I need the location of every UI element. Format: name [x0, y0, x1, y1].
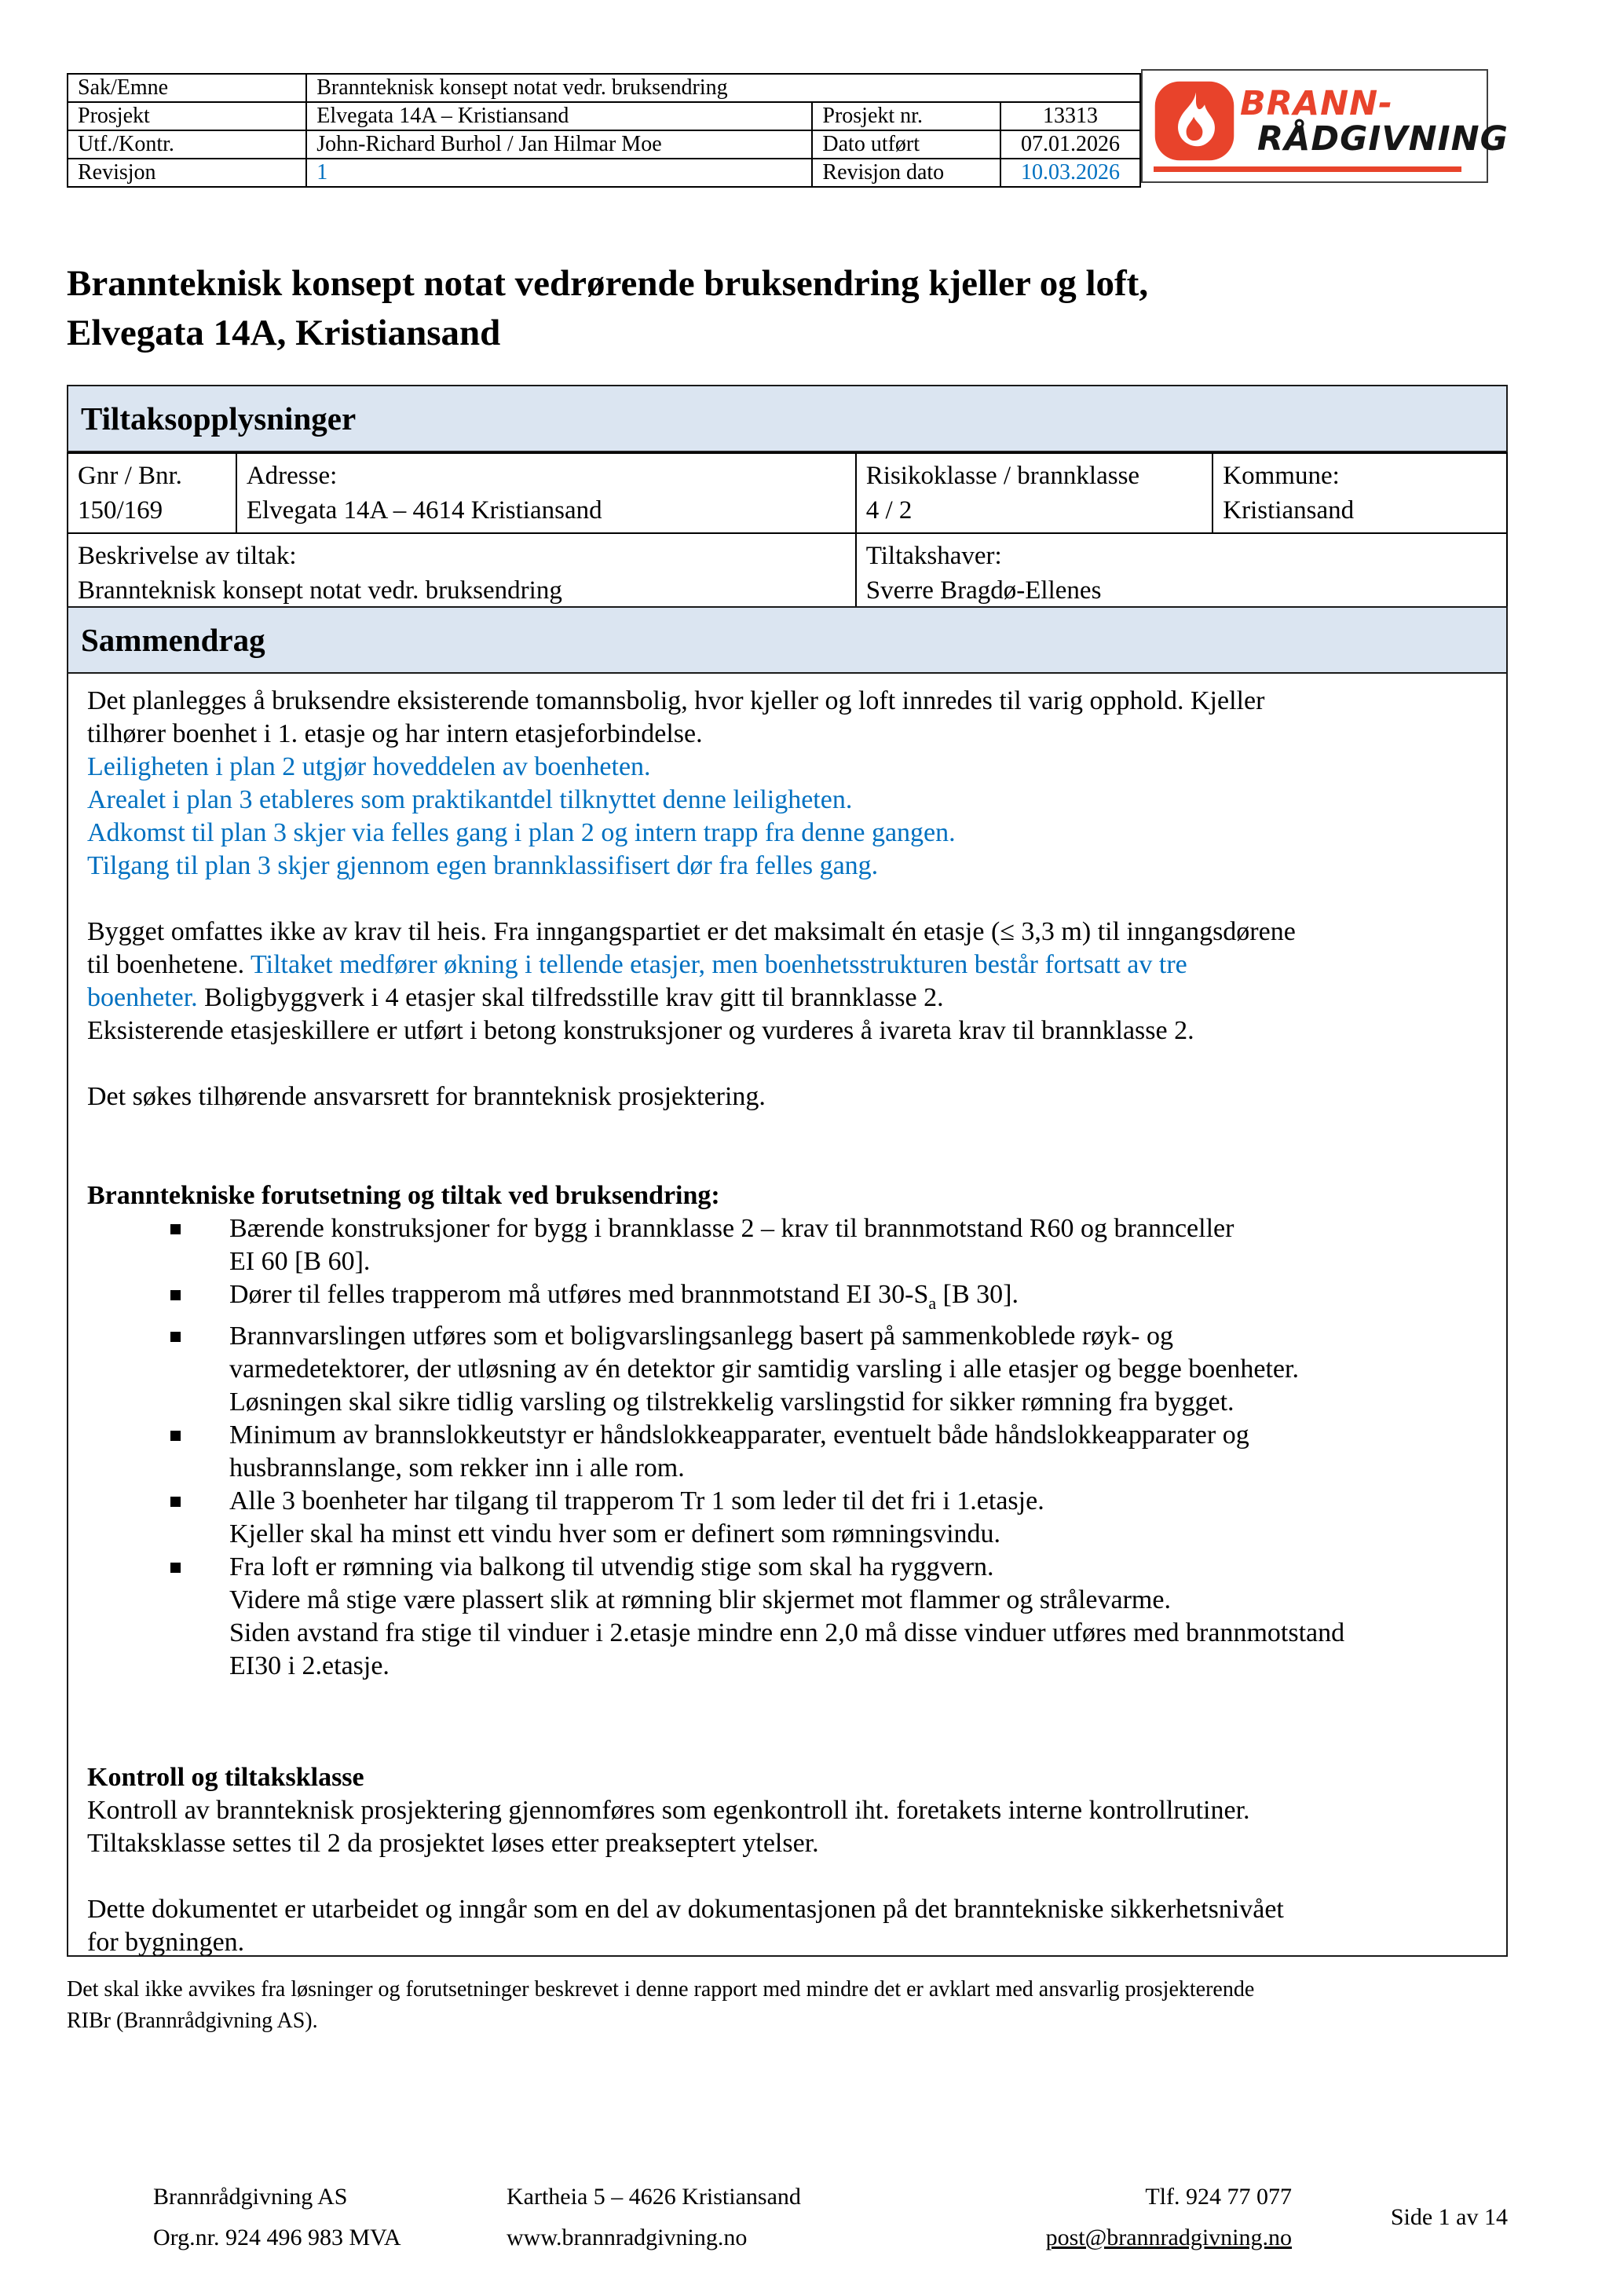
adresse-value: Elvegata 14A – 4614 Kristiansand: [246, 496, 602, 525]
logo-brand-line2: RÅDGIVNING: [1257, 119, 1509, 159]
paragraph-gap: [87, 1683, 1487, 1761]
paragraph-gap: [87, 1860, 1487, 1893]
flame-icon: [1154, 80, 1235, 162]
list-item: [87, 1320, 1487, 1419]
footer-orgnr: Org.nr. 924 496 983 MVA: [153, 2225, 401, 2250]
meta-label-dato: Dato utført: [812, 130, 1000, 159]
bullet-segment: [B 30].: [936, 1280, 1019, 1309]
meta-label-revisjondato: Revisjon dato: [812, 159, 1000, 187]
logo-brand-line1: BRANN-: [1240, 84, 1393, 123]
cell-risikoklasse: [856, 453, 1213, 533]
cell-gnr: [68, 453, 236, 533]
bullet-line: Brannvarslingen utføres som et boligvarslingsanlegg basert på sammenkoblede røyk- og: [229, 1321, 1173, 1351]
table-row: [68, 74, 1140, 102]
bullet-text: [229, 1320, 1487, 1419]
summary-blue-line: Arealet i plan 3 etableres som praktikantdel tilknyttet denne leiligheten.: [87, 785, 853, 814]
page-title-line2: Elvegata 14A, Kristiansand: [67, 313, 501, 353]
paragraph-gap: [87, 1113, 1487, 1179]
bullet-square-icon: [170, 1332, 181, 1342]
cell-tiltakshaver: [856, 533, 1507, 613]
table-row: [68, 533, 1507, 613]
company-logo: [1141, 69, 1509, 183]
paragraph-gap: [87, 1047, 1487, 1080]
table-row: [68, 159, 1140, 187]
beskrivelse-label: Beskrivelse av tiltak:: [78, 542, 297, 570]
summary-content: [67, 674, 1508, 1957]
summary-paragraph-line: [87, 982, 1487, 1015]
text-segment-blue: boenheter.: [87, 983, 198, 1012]
cell-adresse: [236, 453, 856, 533]
page-footer: [67, 2177, 1508, 2258]
list-item: [87, 1419, 1487, 1485]
bullet-square-icon: [170, 1224, 181, 1234]
summary-blue-line: Leiligheten i plan 2 utgjør hoveddelen av boenheten.: [87, 752, 651, 781]
closing-line: Dette dokumentet er utarbeidet og inngår som en del av dokumentasjonen på det branntekniske sikkerhetsnivået: [87, 1894, 1284, 1924]
meta-value-prosjekt: Elvegata 14A – Kristiansand: [306, 102, 812, 130]
meta-value-revisjon: 1: [306, 159, 812, 187]
text-segment: til boenhetene.: [87, 950, 251, 979]
bullet-square-icon: [170, 1290, 181, 1300]
summary-paragraph-line: Det planlegges å bruksendre eksisterende tomannsbolig, hvor kjeller og loft innredes til varig opphold. Kjeller: [87, 686, 1265, 715]
logo-inner: [1154, 80, 1509, 162]
bullet-line: Videre må stige være plassert slik at rømning blir skjermet mot flammer og strålevarme.: [229, 1585, 1171, 1614]
bullet-line: Siden avstand fra stige til vinduer i 2.etasje mindre enn 2,0 må disse vinduer utføres med brannmotstand: [229, 1618, 1345, 1647]
disclaimer: [67, 1974, 1508, 2037]
text-segment: Boligbyggverk i 4 etasjer skal tilfredsstille krav gitt til brannklasse 2.: [197, 983, 944, 1012]
footer-company: Brannrådgivning AS: [153, 2184, 348, 2210]
footer-company-block: [67, 2177, 507, 2258]
bullet-line: Alle 3 boenheter har tilgang til trapperom Tr 1 som leder til det fri i 1.etasje.: [229, 1486, 1044, 1515]
summary-paragraph-line: tilhører boenhet i 1. etasje og har intern etasjeforbindelse.: [87, 719, 703, 748]
gnr-value: 150/169: [78, 496, 163, 525]
bullet-square-icon: [170, 1563, 181, 1573]
kommune-label: Kommune:: [1223, 462, 1340, 490]
logo-underline-bar: [1154, 166, 1461, 172]
bullet-line: EI 60 [B 60].: [229, 1247, 371, 1276]
bullet-line: Løsningen skal sikre tidlig varsling og tilstrekkelig varslingstid for sikker rømning fra bygget.: [229, 1387, 1234, 1417]
footer-phone: Tlf. 924 77 077: [1145, 2184, 1292, 2210]
section-sammendrag: [67, 606, 1508, 1957]
logo-wordmark: [1240, 86, 1509, 157]
meta-value-utf: John-Richard Burhol / Jan Hilmar Moe: [306, 130, 812, 159]
table-row: [68, 130, 1140, 159]
paragraph-gap: [87, 883, 1487, 916]
meta-value-revisjondato: 10.03.2026: [1000, 159, 1140, 187]
gnr-label: Gnr / Bnr.: [78, 462, 182, 490]
bullet-text: [229, 1551, 1487, 1683]
page-title-line1: Brannteknisk konsept notat vedrørende bruksendring kjeller og loft,: [67, 263, 1149, 304]
risiko-value: 4 / 2: [865, 496, 913, 525]
list-item: [87, 1485, 1487, 1551]
tiltakshaver-value: Sverre Bragdø-Ellenes: [865, 576, 1102, 605]
page-number: Side 1 av 14: [1390, 2204, 1508, 2230]
bullet-subscript: a: [928, 1292, 937, 1313]
footer-website: www.brannradgivning.no: [507, 2225, 748, 2250]
section-header-tiltak: Tiltaksopplysninger: [67, 385, 1508, 452]
footer-contact-block: [962, 2177, 1292, 2258]
summary-paragraph-line: [87, 949, 1487, 982]
summary-paragraph-line: Bygget omfattes ikke av krav til heis. Fra inngangspartiet er det maksimalt én etasje (≤ 3,3 m) til inngangsdørene: [87, 917, 1296, 946]
list-item: [87, 1212, 1487, 1278]
section-tiltaksopplysninger: [67, 385, 1508, 614]
meta-label-revisjon: Revisjon: [68, 159, 306, 187]
text-segment-blue: Tiltaket medfører økning i tellende etasjer, men boenhetsstrukturen består fortsatt av tre: [251, 950, 1187, 979]
list-item: [87, 1278, 1487, 1320]
bullet-line: husbrannslange, som rekker inn i alle rom.: [229, 1453, 685, 1483]
bullet-line: EI30 i 2.etasje.: [229, 1651, 390, 1680]
bullet-line: Fra loft er rømning via balkong til utvendig stige som skal ha ryggvern.: [229, 1552, 994, 1581]
cell-beskrivelse: [68, 533, 856, 613]
meta-label-prosjekt: Prosjekt: [68, 102, 306, 130]
kontroll-heading: Kontroll og tiltaksklasse: [87, 1762, 364, 1792]
closing-line: for bygningen.: [87, 1927, 245, 1957]
meta-label-utf: Utf./Kontr.: [68, 130, 306, 159]
disclaimer-line: RIBr (Brannrådgivning AS).: [67, 2009, 318, 2033]
cell-kommune: [1213, 453, 1507, 533]
meta-value-prosjektnr: 13313: [1000, 102, 1140, 130]
bullet-line: varmedetektorer, der utløsning av én detektor gir samtidig varsling i alle etasjer og begge boenheter.: [229, 1354, 1299, 1384]
tiltak-table: [67, 452, 1508, 614]
footer-address-block: [507, 2177, 962, 2258]
bullet-line: Bærende konstruksjoner for bygg i brannklasse 2 – krav til brannmotstand R60 og brannceller: [229, 1214, 1234, 1243]
bullet-segment: Dører til felles trapperom må utføres med brannmotstand EI 30-S: [229, 1280, 929, 1309]
table-row: [68, 102, 1140, 130]
kontroll-line: Kontroll av brannteknisk prosjektering gjennomføres som egenkontroll iht. foretakets interne kontrollrutiner.: [87, 1795, 1250, 1825]
disclaimer-line: Det skal ikke avvikes fra løsninger og forutsetninger beskrevet i denne rapport med mindre det er avklart med ansvarlig prosjekterende: [67, 1977, 1255, 2002]
summary-paragraph-line: Eksisterende etasjeskillere er utført i betong konstruksjoner og vurderes å ivareta krav til brannklasse 2.: [87, 1016, 1194, 1045]
bullet-line: Minimum av brannslokkeutstyr er håndslokkeapparater, eventuelt både håndslokkeapparater og: [229, 1420, 1249, 1450]
table-row: [68, 453, 1507, 533]
footer-email-link[interactable]: post@brannradgivning.no: [1045, 2225, 1292, 2250]
summary-blue-line: Tilgang til plan 3 skjer gjennom egen brannklassifisert dør fra felles gang.: [87, 851, 879, 880]
meta-label-prosjektnr: Prosjekt nr.: [812, 102, 1000, 130]
summary-blue-line: Adkomst til plan 3 skjer via felles gang i plan 2 og intern trapp fra denne gangen.: [87, 818, 956, 847]
bullets-heading: Branntekniske forutsetning og tiltak ved bruksendring:: [87, 1181, 720, 1210]
bullet-text: [229, 1485, 1487, 1551]
page-title: [67, 259, 1527, 358]
bullet-line: Kjeller skal ha minst ett vindu hver som er definert som rømningsvindu.: [229, 1519, 1001, 1548]
section-header-sammendrag: Sammendrag: [67, 606, 1508, 674]
tiltakshaver-label: Tiltakshaver:: [865, 542, 1002, 570]
meta-value-sak: Brannteknisk konsept notat vedr. bruksendring: [306, 74, 1140, 102]
bullet-text: [229, 1278, 1487, 1320]
beskrivelse-value: Brannteknisk konsept notat vedr. bruksendring: [78, 576, 562, 605]
kommune-value: Kristiansand: [1223, 496, 1355, 525]
document-meta-table: [67, 73, 1141, 188]
footer-address: Kartheia 5 – 4626 Kristiansand: [507, 2184, 801, 2210]
meta-value-dato: 07.01.2026: [1000, 130, 1140, 159]
bullet-text: [229, 1419, 1487, 1485]
bullet-square-icon: [170, 1431, 181, 1441]
bullet-text: [229, 1212, 1487, 1278]
bullet-square-icon: [170, 1497, 181, 1507]
adresse-label: Adresse:: [246, 462, 338, 490]
summary-paragraph-line: Det søkes tilhørende ansvarsrett for brannteknisk prosjektering.: [87, 1082, 766, 1111]
list-item: [87, 1551, 1487, 1683]
meta-label-sak: Sak/Emne: [68, 74, 306, 102]
risiko-label: Risikoklasse / brannklasse: [865, 462, 1140, 490]
kontroll-line: Tiltaksklasse settes til 2 da prosjektet løses etter preakseptert ytelser.: [87, 1828, 819, 1858]
